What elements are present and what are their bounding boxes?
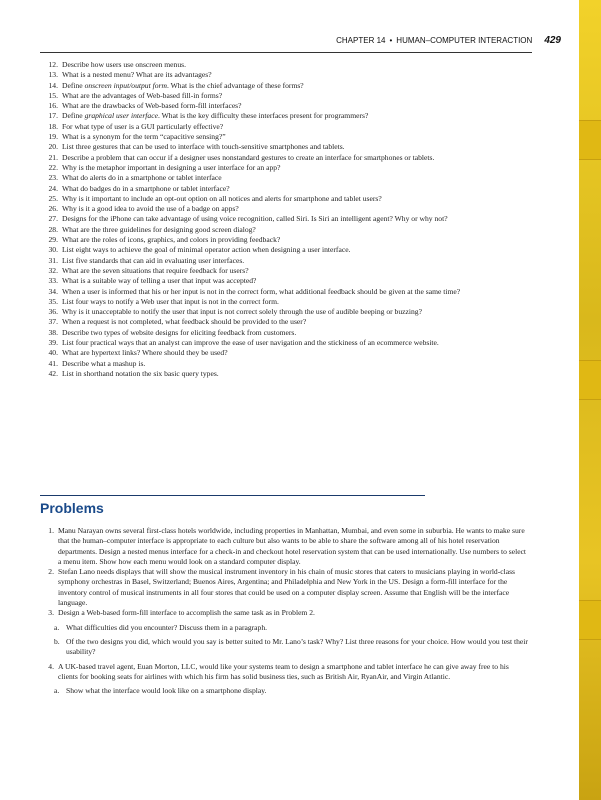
question-item <box>36 184 536 194</box>
edge-tab <box>579 600 601 640</box>
problem-item <box>40 662 530 683</box>
question-text: Designs for the iPhone can take advantage of using voice recognition, called Siri. Is Siri an intelligent agent? Why or why not? <box>62 214 448 224</box>
question-number: 28. <box>48 224 58 234</box>
question-number: 24. <box>48 183 58 193</box>
question-number: 30. <box>48 245 58 255</box>
question-item <box>36 225 536 235</box>
question-number: 18. <box>48 121 58 131</box>
sub-question-text: Of the two designs you did, which would you say is better suited to Mr. Lano’s task? Why? List three reasons for your choice. How would you test their usability? <box>66 636 528 657</box>
question-text: Why is it important to include an opt-out option on all notices and alerts for smartphone and tablet users? <box>62 193 382 203</box>
question-item <box>36 307 536 317</box>
edge-tab <box>579 360 601 400</box>
question-text: Why is it a good idea to avoid the use of a badge on apps? <box>62 204 239 214</box>
question-item <box>36 287 536 297</box>
page-number: 429 <box>544 35 561 46</box>
problem-number: 1. <box>48 526 54 535</box>
problem-item <box>40 526 530 567</box>
question-number: 25. <box>48 193 58 203</box>
sub-question-item <box>54 637 530 658</box>
question-item <box>36 297 536 307</box>
question-item <box>36 256 536 266</box>
chapter-label: CHAPTER 14 <box>336 36 386 45</box>
question-number: 12. <box>48 60 58 69</box>
question-item <box>36 60 536 70</box>
question-number: 42. <box>48 368 58 378</box>
question-text: What is a nested menu? What are its advantages? <box>62 70 212 80</box>
question-text: What are the advantages of Web-based fill-in forms? <box>62 90 223 100</box>
problem-item <box>40 567 530 608</box>
question-number: 38. <box>48 327 58 337</box>
question-number: 17. <box>48 111 58 121</box>
question-number: 19. <box>48 132 58 142</box>
question-text: Why is it unacceptable to notify the user that input is not correct solely through the use of audible beeping or buzzing? <box>62 307 422 317</box>
question-number: 20. <box>48 142 58 152</box>
question-item <box>36 101 536 111</box>
question-text: List four practical ways that an analyst can improve the ease of user navigation and the stickiness of an ecommerce website. <box>62 338 439 348</box>
problem-number: 3. <box>48 608 54 618</box>
header-bullet: • <box>389 36 393 45</box>
problem-number: 2. <box>48 567 54 577</box>
question-item <box>36 153 536 163</box>
question-text: Why is the metaphor important in designing a user interface for an app? <box>62 162 281 172</box>
question-text: What are the seven situations that require feedback for users? <box>62 265 249 275</box>
chapter-title: HUMAN–COMPUTER INTERACTION <box>396 36 533 45</box>
question-text: What are the roles of icons, graphics, and colors in providing feedback? <box>62 235 281 245</box>
question-item <box>36 235 536 245</box>
problem-text: Design a Web-based form-fill interface to accomplish the same task as in Problem 2. <box>58 608 315 618</box>
question-text: For what type of user is a GUI particularly effective? <box>62 121 224 131</box>
question-item <box>36 245 536 255</box>
question-text: List in shorthand notation the six basic query types. <box>62 368 219 378</box>
question-item <box>36 348 536 358</box>
question-item <box>36 122 536 132</box>
question-item <box>36 214 536 224</box>
problem-text: Stefan Lano needs displays that will show the musical instrument inventory in his chain of music stores that caters to musicians playing in world-class symphony orchestras in Basel, Switzerland; Buenos Aires, Argentina; and Philadelphia and New York in the US. Design a form-fill interface for the inventory control of musical instruments in all four stores that could be used on a computer display screen. Assume that English will be the interface language. <box>58 567 516 608</box>
question-text: What do badges do in a smartphone or tablet interface? <box>62 183 230 193</box>
question-item <box>36 328 536 338</box>
question-number: 33. <box>48 276 58 286</box>
question-number: 14. <box>48 80 58 90</box>
question-item <box>36 204 536 214</box>
question-text: What is a suitable way of telling a user that input was accepted? <box>62 276 257 286</box>
question-text: List three gestures that can be used to interface with touch-sensitive smartphones and tablets. <box>62 142 345 152</box>
question-item <box>36 359 536 369</box>
question-number: 16. <box>48 101 58 111</box>
question-number: 36. <box>48 307 58 317</box>
question-text: When a request is not completed, what feedback should be provided to the user? <box>62 317 307 327</box>
question-item <box>36 173 536 183</box>
sub-question-item <box>54 686 530 696</box>
question-number: 34. <box>48 286 58 296</box>
question-number: 23. <box>48 173 58 183</box>
question-number: 29. <box>48 235 58 245</box>
question-text: Describe how users use onscreen menus. <box>62 60 186 69</box>
problem-number: 4. <box>48 661 54 671</box>
question-number: 32. <box>48 265 58 275</box>
question-item <box>36 369 536 379</box>
question-text: Describe two types of website designs for eliciting feedback from customers. <box>62 327 297 337</box>
question-item <box>36 111 536 121</box>
question-text: What are the three guidelines for designing good screen dialog? <box>62 224 256 234</box>
question-item <box>36 142 536 152</box>
problem-item <box>40 608 530 618</box>
question-text: Describe a problem that can occur if a designer uses nonstandard gestures to create an interface for smartphones or tablets. <box>62 152 435 162</box>
question-text: Describe what a mashup is. <box>62 358 146 368</box>
problem-text: A UK-based travel agent, Euan Morton, LLC, would like your systems team to design a smartphone and tablet interface he can give away free to his clients for booking seats for airlines with which his firm has solid business ties, such as British Air, RyanAir, and Virgin Atlantic. <box>58 661 509 681</box>
question-number: 13. <box>48 70 58 80</box>
question-text: Define onscreen input/output form. What is the chief advantage of these forms? <box>62 80 304 90</box>
question-number: 41. <box>48 358 58 368</box>
question-number: 22. <box>48 162 58 172</box>
question-item <box>36 194 536 204</box>
question-text: Define graphical user interface. What is the key difficulty these interfaces present for programmers? <box>62 111 369 121</box>
question-item <box>36 91 536 101</box>
sub-question-letter: b. <box>54 636 60 646</box>
problems-list <box>40 526 530 696</box>
question-text: What do alerts do in a smartphone or tablet interface <box>62 173 222 183</box>
question-item <box>36 266 536 276</box>
question-item <box>36 276 536 286</box>
edge-tab <box>579 120 601 160</box>
review-questions-list <box>36 60 536 379</box>
question-number: 15. <box>48 90 58 100</box>
sub-question-item <box>54 623 530 633</box>
problem-text: Manu Narayan owns several first-class hotels worldwide, including properties in Manhattan, Mumbai, and even some in suburbia. He wants to make sure that the human–computer interface is appropriate to each culture but also wants to be able to share the software among all of his hotel reservation departments. Design a nested menus interface for a check-in and checkout hotel reservation system that can be used internationally. Use numbers to select a menu item. Show how each menu would look on a standard computer display. <box>58 526 527 566</box>
question-text: What are hypertext links? Where should they be used? <box>62 348 228 358</box>
problems-rule <box>40 495 425 496</box>
question-text: List eight ways to achieve the goal of minimal operator action when designing a user interface. <box>62 245 351 255</box>
question-number: 35. <box>48 296 58 306</box>
question-number: 40. <box>48 348 58 358</box>
question-item <box>36 338 536 348</box>
sub-question-text: What difficulties did you encounter? Discuss them in a paragraph. <box>66 622 268 632</box>
problems-heading: Problems <box>40 500 104 516</box>
question-text: What is a synonym for the term “capacitive sensing?” <box>62 132 226 142</box>
page-edge-tab-strip <box>579 0 601 800</box>
question-text: List four ways to notify a Web user that input is not in the correct form. <box>62 296 279 306</box>
question-text: When a user is informed that his or her input is not in the correct form, what additional feedback should be given at the same time? <box>62 286 461 296</box>
question-number: 21. <box>48 152 58 162</box>
question-item <box>36 163 536 173</box>
question-item <box>36 132 536 142</box>
running-header <box>336 35 561 49</box>
header-rule <box>40 52 532 53</box>
question-item <box>36 81 536 91</box>
question-number: 26. <box>48 204 58 214</box>
question-text: List five standards that can aid in evaluating user interfaces. <box>62 255 245 265</box>
sub-question-letter: a. <box>54 686 60 696</box>
question-number: 37. <box>48 317 58 327</box>
question-number: 39. <box>48 338 58 348</box>
sub-question-letter: a. <box>54 622 60 632</box>
question-number: 27. <box>48 214 58 224</box>
question-item <box>36 317 536 327</box>
sub-question-text: Show what the interface would look like on a smartphone display. <box>66 686 267 696</box>
question-text: What are the drawbacks of Web-based form-fill interfaces? <box>62 101 242 111</box>
question-number: 31. <box>48 255 58 265</box>
question-item <box>36 70 536 80</box>
